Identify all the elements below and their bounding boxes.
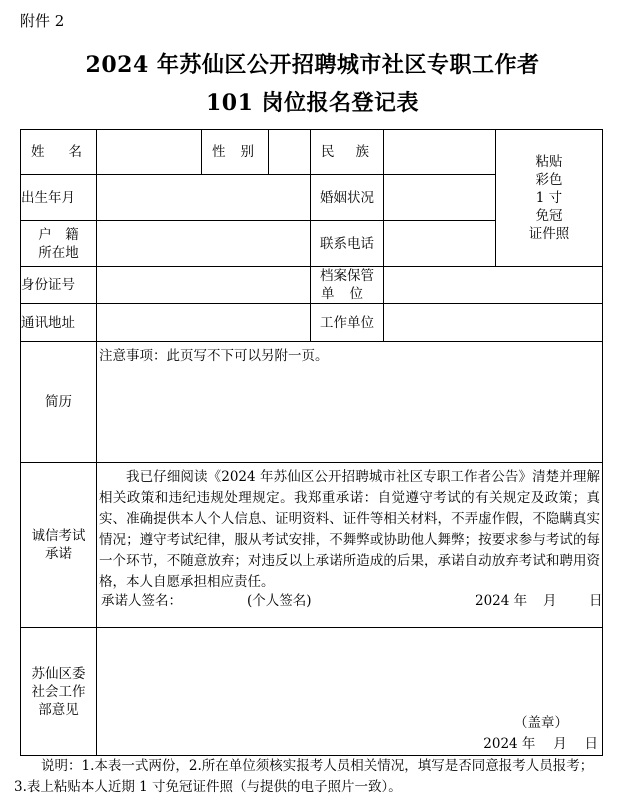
gender-label: 性 别 <box>202 130 269 175</box>
integrity-pledge-cell <box>97 463 603 628</box>
ethnicity-label: 民 族 <box>311 130 384 175</box>
integrity-pledge-label: 诚信考试 承诺 <box>21 463 97 628</box>
birth-date-label: 出生年月 <box>21 175 97 221</box>
ethnicity-field[interactable] <box>384 130 496 175</box>
opinion-label: 苏仙区委 社会工作 部意见 <box>21 628 97 756</box>
archive-unit-field[interactable] <box>384 267 603 304</box>
marital-status-field[interactable] <box>384 175 496 221</box>
name-label: 姓 名 <box>21 130 97 175</box>
birth-date-field[interactable] <box>97 175 311 221</box>
marital-status-label: 婚姻状况 <box>311 175 384 221</box>
signature-hint[interactable]: (个人签名) <box>247 593 312 609</box>
opinion-date: 2024 年 月 日 <box>483 736 598 752</box>
gender-field[interactable] <box>269 130 311 175</box>
form-title-line2: 101 岗位报名登记表 <box>205 90 420 116</box>
opinion-field[interactable] <box>97 628 603 756</box>
id-number-field[interactable] <box>97 267 311 304</box>
work-unit-field[interactable] <box>384 304 603 342</box>
resume-note: 注意事项：此页写不下可以另附一页。 <box>99 348 329 364</box>
pledge-text: 我已仔细阅读《2024 年苏仙区公开招聘城市社区专职工作者公告》清楚并理解相关政策和违纪违规处理规定。我郑重承诺：自觉遵守考试的有关规定及政策；真实、准确提供本人个人信息、证明资料、证件等相关材料，不弄虚作假，不隐瞒真实情况；遵守考试纪律，服从考试安排，不舞弊或协助他人舞弊；按要求参与考试的每一个环节，不随意放弃；对违反以上承诺所造成的后果，承诺自动放弃考试和聘用资格，本人自愿承担相应责任。 <box>99 469 600 590</box>
pledge-date-day: 日 <box>589 593 603 609</box>
archive-unit-label: 档案保管 单 位 <box>311 267 384 304</box>
phone-label: 联系电话 <box>311 221 384 267</box>
work-unit-label: 工作单位 <box>311 304 384 342</box>
footer-notes: 说明：1.本表一式两份，2.所在单位须核实报考人员相关情况，填写是否同意报考人员报考；3.表上粘贴本人近期 1 寸免冠证件照（与提供的电子照片一致）。 <box>14 758 594 795</box>
seal-label: （盖章） <box>514 715 568 731</box>
photo-box[interactable]: 粘贴 彩色 1 寸 免冠 证件照 <box>496 130 603 267</box>
registration-form-table <box>20 129 603 756</box>
pledge-date-year: 2024 年 <box>475 593 528 609</box>
hukou-label: 户 籍 所在地 <box>21 221 97 267</box>
resume-field[interactable] <box>97 342 603 463</box>
phone-field[interactable] <box>384 221 496 267</box>
form-title-line1: 2024 年苏仙区公开招聘城市社区专职工作者 <box>85 52 540 78</box>
attachment-label: 附件 2 <box>20 12 65 30</box>
hukou-field[interactable] <box>97 221 311 267</box>
signer-label: 承诺人签名： <box>101 593 182 609</box>
name-field[interactable] <box>97 130 202 175</box>
address-field[interactable] <box>97 304 311 342</box>
pledge-date-month: 月 <box>543 593 557 609</box>
resume-label: 简历 <box>21 342 97 463</box>
address-label: 通讯地址 <box>21 304 97 342</box>
id-number-label: 身份证号 <box>21 267 97 304</box>
